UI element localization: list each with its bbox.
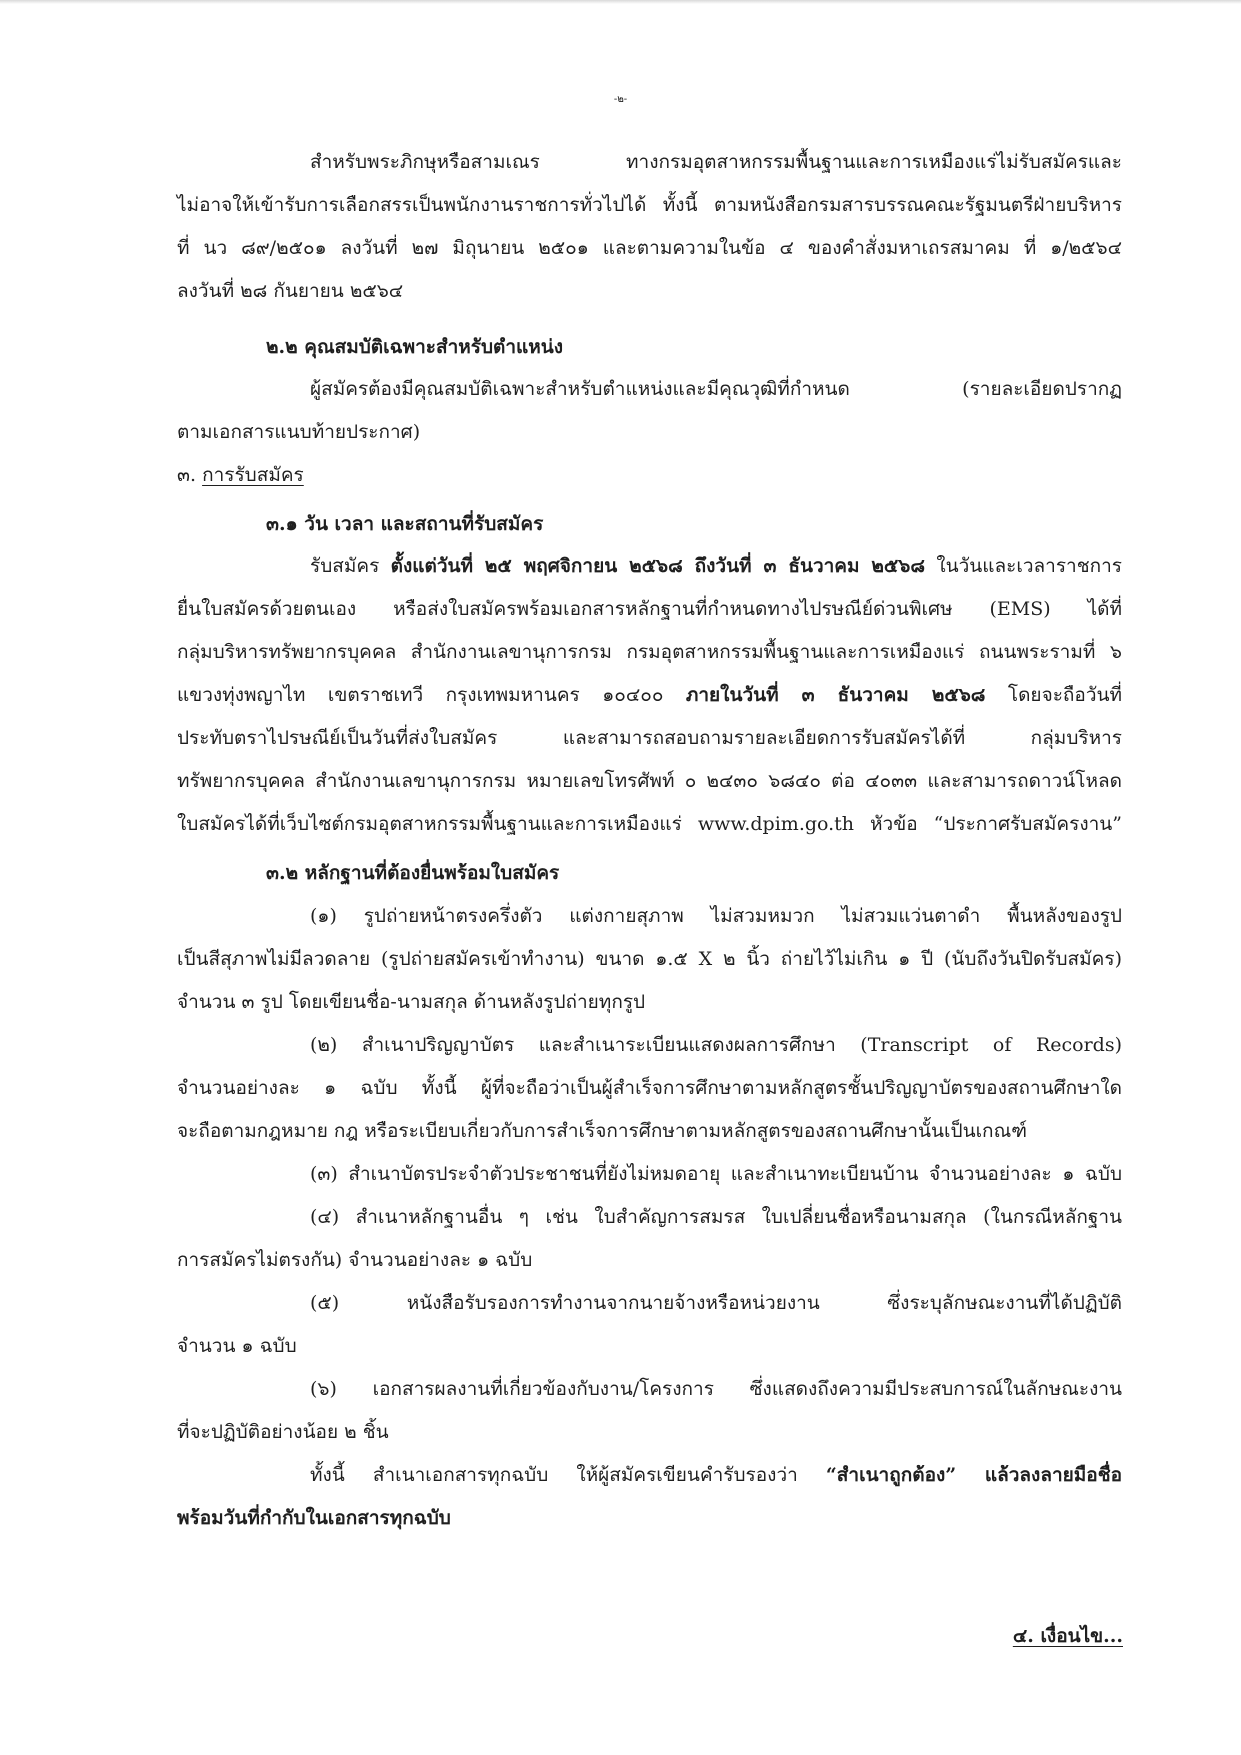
section-3-2-heading: ๓.๒ หลักฐานที่ต้องยื่นพร้อมใบสมัคร [266,862,560,884]
application-period: ตั้งแต่วันที่ ๒๕ พฤศจิกายน ๒๕๖๘ ถึงวันที่ ๓ ธันวาคม ๒๕๖๘ [390,555,926,577]
section-3-heading [177,461,304,489]
item-1-line-1: (๑) รูปถ่ายหน้าตรงครึ่งตัว แต่งกายสุภาพ ไม่สวมหมวก ไม่สวมแว่นตาดำ พื้นหลังของรูป [310,905,1122,927]
section-2-2-line-1: ผู้สมัครต้องมีคุณสมบัติเฉพาะสำหรับตำแหน่งและมีคุณวุฒิที่กำหนด (รายละเอียดปรากฏ [310,378,1122,400]
certified-copy-instruction: “สำเนาถูกต้อง” แล้วลงลายมือชื่อ [825,1464,1123,1486]
section-3-1-line-2: ยื่นใบสมัครด้วยตนเอง หรือส่งใบสมัครพร้อมเอกสารหลักฐานที่กำหนดทางไปรษณีย์ด่วนพิเศษ (EMS) ได้ที่ [177,598,1122,620]
intro-line-2: ไม่อาจให้เข้ารับการเลือกสรรเป็นพนักงานราชการทั่วไปได้ ทั้งนี้ ตามหนังสือกรมสารบรรณคณะรัฐมนตรีฝ่ายบริหาร [177,194,1122,216]
item-5-line-1: (๕) หนังสือรับรองการทำงานจากนายจ้างหรือหน่วยงาน ซึ่งระบุลักษณะงานที่ได้ปฏิบัติ [310,1292,1122,1314]
section-3-1-line-4 [177,681,1122,709]
item-2-line-2: จำนวนอย่างละ ๑ ฉบับ ทั้งนี้ ผู้ที่จะถือว่าเป็นผู้สำเร็จการศึกษาตามหลักสูตรชั้นปริญญาบัตรของสถานศึกษาใด [177,1077,1122,1099]
section-3-1-line-1-part-3: ในวันและเวลาราชการ [925,555,1122,577]
intro-line-1: สำหรับพระภิกษุหรือสามเณร ทางกรมอุตสาหกรรมพื้นฐานและการเหมืองแร่ไม่รับสมัครและ [310,151,1122,173]
item-4-line-2: การสมัครไม่ตรงกัน) จำนวนอย่างละ ๑ ฉบับ [177,1249,533,1271]
item-4-line-1: (๔) สำเนาหลักฐานอื่น ๆ เช่น ใบสำคัญการสมรส ใบเปลี่ยนชื่อหรือนามสกุล (ในกรณีหลักฐาน [310,1206,1122,1228]
next-page-reference: ๔. เงื่อนไข... [1012,1625,1123,1647]
section-3-title: การรับสมัคร [202,464,304,486]
section-3-1-line-3: กลุ่มบริหารทรัพยากรบุคคล สำนักงานเลขานุการกรม กรมอุตสาหกรรมพื้นฐานและการเหมืองแร่ ถนนพระรามที่ ๖ [177,641,1122,663]
item-6-line-2: ที่จะปฏิบัติอย่างน้อย ๒ ชิ้น [177,1421,389,1443]
section-3-1-line-7: ใบสมัครได้ที่เว็บไซต์กรมอุตสาหกรรมพื้นฐานและการเหมืองแร่ www.dpim.go.th หัวข้อ “ประกาศรับสมัครงาน” [177,813,1122,835]
section-2-2-line-2: ตามเอกสารแนบท้ายประกาศ) [177,421,421,443]
section-3-1-line-4-part-3: โดยจะถือวันที่ [985,684,1123,706]
intro-line-4: ลงวันที่ ๒๘ กันยายน ๒๕๖๔ [177,280,404,302]
section-3-1-line-1 [310,552,1122,580]
item-3-line-1: (๓) สำเนาบัตรประจำตัวประชาชนที่ยังไม่หมดอายุ และสำเนาทะเบียนบ้าน จำนวนอย่างละ ๑ ฉบับ [310,1163,1122,1185]
closing-line-2: พร้อมวันที่กำกับในเอกสารทุกฉบับ [177,1507,451,1529]
section-3-number: ๓. [177,464,197,486]
intro-line-3: ที่ นว ๘๙/๒๕๐๑ ลงวันที่ ๒๗ มิถุนายน ๒๕๐๑ และตามความในข้อ ๔ ของคำสั่งมหาเถรสมาคม ที่ ๑/๒๕๖๔ [177,237,1122,259]
section-3-1-line-6: ทรัพยากรบุคคล สำนักงานเลขานุการกรม หมายเลขโทรศัพท์ ๐ ๒๔๓๐ ๖๘๔๐ ต่อ ๔๐๓๓ และสามารถดาวน์โหลด [177,770,1122,792]
item-1-line-2: เป็นสีสุภาพไม่มีลวดลาย (รูปถ่ายสมัครเข้าทำงาน) ขนาด ๑.๕ X ๒ นิ้ว ถ่ายไว้ไม่เกิน ๑ ปี (นับถึงวันปิดรับสมัคร) [177,948,1122,970]
section-2-2-heading: ๒.๒ คุณสมบัติเฉพาะสำหรับตำแหน่ง [266,336,564,358]
item-2-line-1: (๒) สำเนาปริญญาบัตร และสำเนาระเบียนแสดงผลการศึกษา (Transcript of Records) [310,1034,1122,1056]
section-3-1-line-1-part-1: รับสมัคร [310,555,391,577]
item-5-line-2: จำนวน ๑ ฉบับ [177,1335,297,1357]
item-2-line-3: จะถือตามกฎหมาย กฎ หรือระเบียบเกี่ยวกับการสำเร็จการศึกษาตามหลักสูตรของสถานศึกษานั้นเป็นเกณฑ์ [177,1120,1027,1142]
closing-line-1-part-1: ทั้งนี้ สำเนาเอกสารทุกฉบับ ให้ผู้สมัครเขียนคำรับรองว่า [310,1464,826,1486]
scan-edge [0,0,1241,4]
section-3-1-line-4-part-1: แขวงทุ่งพญาไท เขตราชเทวี กรุงเทพมหานคร ๑๐๔๐๐ [177,684,686,706]
item-6-line-1: (๖) เอกสารผลงานที่เกี่ยวข้องกับงาน/โครงการ ซึ่งแสดงถึงความมีประสบการณ์ในลักษณะงาน [310,1378,1122,1400]
item-1-line-3: จำนวน ๓ รูป โดยเขียนชื่อ-นามสกุล ด้านหลังรูปถ่ายทุกรูป [177,991,646,1013]
closing-line-1 [310,1461,1122,1489]
section-3-1-heading: ๓.๑ วัน เวลา และสถานที่รับสมัคร [266,513,544,535]
deadline: ภายในวันที่ ๓ ธันวาคม ๒๕๖๘ [685,684,986,706]
page-number: -๒- [613,94,628,105]
section-3-1-line-5: ประทับตราไปรษณีย์เป็นวันที่ส่งใบสมัคร และสามารถสอบถามรายละเอียดการรับสมัครได้ที่ กลุ่มบริหาร [177,727,1122,749]
